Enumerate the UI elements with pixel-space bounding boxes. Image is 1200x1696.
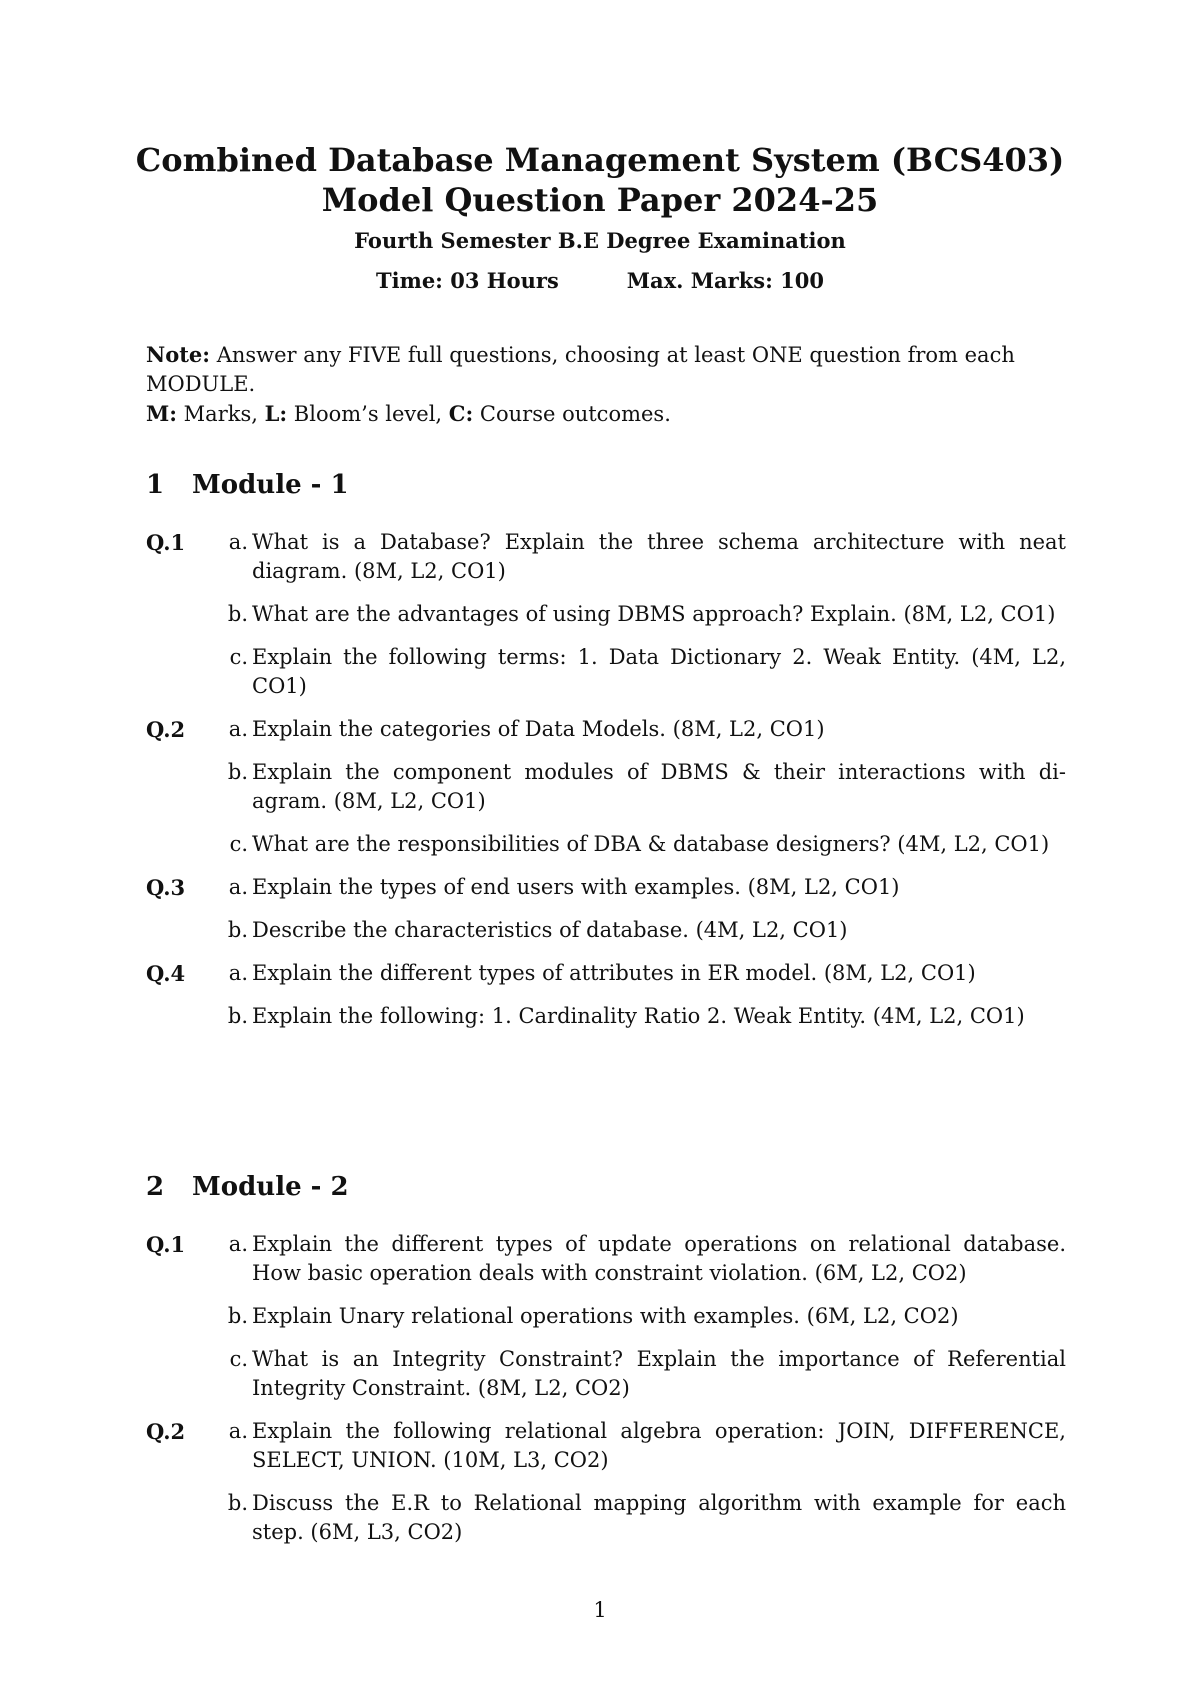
question-text: What is a Database? Explain the three schema architecture with neat diagram. (8M, L2, CO1) bbox=[252, 530, 1066, 583]
part-letter: b. bbox=[227, 760, 248, 784]
legend-m-text: Marks, bbox=[177, 402, 265, 426]
question-number: Q.4 bbox=[146, 961, 186, 986]
part-letter: a. bbox=[228, 530, 248, 554]
question-item bbox=[146, 1345, 1066, 1403]
question-text: Explain the different types of attributes in ER model. (8M, L2, CO1) bbox=[252, 961, 976, 985]
question-text: Explain the following relational algebra operation: JOIN, DIFFERENCE, SELECT, UNION. (10M, L3, CO2) bbox=[252, 1419, 1066, 1472]
legend-l-label: L: bbox=[264, 401, 288, 426]
page-number: 1 bbox=[593, 1598, 607, 1622]
note-text: Answer any FIVE full questions, choosing at least ONE question from each MODULE. bbox=[146, 343, 1015, 396]
question-text: Describe the characteristics of database. (4M, L2, CO1) bbox=[252, 918, 848, 942]
question-text: What are the advantages of using DBMS approach? Explain. (8M, L2, CO1) bbox=[252, 602, 1056, 626]
question-item bbox=[146, 528, 1066, 586]
part-letter: a. bbox=[228, 875, 248, 899]
question-item bbox=[146, 1230, 1066, 1288]
part-letter: b. bbox=[227, 918, 248, 942]
question-text: Explain Unary relational operations with examples. (6M, L2, CO2) bbox=[252, 1304, 959, 1328]
question-item bbox=[146, 1302, 1066, 1331]
question-text: Explain the following: 1. Cardinality Ratio 2. Weak Entity. (4M, L2, CO1) bbox=[252, 1004, 1025, 1028]
max-marks: Max. Marks: 100 bbox=[626, 268, 824, 293]
question-text: Explain the types of end users with examples. (8M, L2, CO1) bbox=[252, 875, 900, 899]
question-item bbox=[146, 715, 1066, 744]
module-number: 2 bbox=[146, 1172, 165, 1202]
module-title: Module - 1 bbox=[192, 470, 349, 500]
question-item bbox=[146, 873, 1066, 902]
legend-m-label: M: bbox=[146, 401, 177, 426]
part-letter: c. bbox=[229, 645, 248, 669]
document-title bbox=[0, 140, 1200, 220]
question-text: What are the responsibilities of DBA & database designers? (4M, L2, CO1) bbox=[252, 832, 1050, 856]
legend-c-text: Course outcomes. bbox=[473, 402, 671, 426]
question-text: Explain the following terms: 1. Data Dictionary 2. Weak Entity. (4M, L2, CO1) bbox=[252, 645, 1066, 698]
legend-c-label: C: bbox=[448, 401, 474, 426]
note-label: Note: bbox=[146, 342, 211, 367]
title-line-course: Combined Database Management System (BCS403) bbox=[135, 141, 1065, 179]
part-letter: b. bbox=[227, 1304, 248, 1328]
module-number: 1 bbox=[146, 470, 165, 500]
legend-line bbox=[146, 399, 1066, 429]
part-letter: a. bbox=[228, 1232, 248, 1256]
question-item bbox=[146, 830, 1066, 859]
question-text: Explain the component modules of DBMS & their interactions with di-agram. (8M, L2, CO1) bbox=[252, 760, 1066, 813]
part-letter: b. bbox=[227, 602, 248, 626]
question-item bbox=[146, 1417, 1066, 1475]
question-text: Discuss the E.R to Relational mapping algorithm with example for each step. (6M, L3, CO2) bbox=[252, 1491, 1066, 1544]
module-1-questions bbox=[146, 528, 1066, 1045]
part-letter: a. bbox=[228, 717, 248, 741]
question-text: Explain the categories of Data Models. (8M, L2, CO1) bbox=[252, 717, 825, 741]
part-letter: c. bbox=[229, 1347, 248, 1371]
question-item bbox=[146, 758, 1066, 816]
question-item bbox=[146, 959, 1066, 988]
module-2-questions bbox=[146, 1230, 1066, 1561]
question-item bbox=[146, 1002, 1066, 1031]
part-letter: c. bbox=[229, 832, 248, 856]
question-number: Q.2 bbox=[146, 1419, 186, 1444]
time-marks-line bbox=[0, 268, 1200, 293]
exam-duration: Time: 03 Hours bbox=[376, 268, 559, 293]
module-2-heading bbox=[146, 1172, 349, 1202]
instructions-note bbox=[146, 340, 1066, 429]
question-text: Explain the different types of update operations on relational database. How basic operation deals with constraint violation. (6M, L2, CO2) bbox=[252, 1232, 1066, 1285]
module-title: Module - 2 bbox=[192, 1172, 349, 1202]
question-number: Q.2 bbox=[146, 717, 186, 742]
question-item bbox=[146, 600, 1066, 629]
part-letter: b. bbox=[227, 1491, 248, 1515]
exam-subtitle: Fourth Semester B.E Degree Examination bbox=[354, 228, 846, 253]
question-number: Q.1 bbox=[146, 530, 186, 555]
question-item bbox=[146, 643, 1066, 701]
question-text: What is an Integrity Constraint? Explain the importance of Referential Integrity Constraint. (8M, L2, CO2) bbox=[252, 1347, 1066, 1400]
title-line-paper: Model Question Paper 2024-25 bbox=[321, 181, 879, 219]
part-letter: b. bbox=[227, 1004, 248, 1028]
question-item bbox=[146, 916, 1066, 945]
legend-l-text: Bloom’s level, bbox=[287, 402, 449, 426]
part-letter: a. bbox=[228, 1419, 248, 1443]
question-number: Q.3 bbox=[146, 875, 186, 900]
part-letter: a. bbox=[228, 961, 248, 985]
question-item bbox=[146, 1489, 1066, 1547]
note-line bbox=[146, 340, 1066, 399]
module-1-heading bbox=[146, 470, 349, 500]
question-number: Q.1 bbox=[146, 1232, 186, 1257]
